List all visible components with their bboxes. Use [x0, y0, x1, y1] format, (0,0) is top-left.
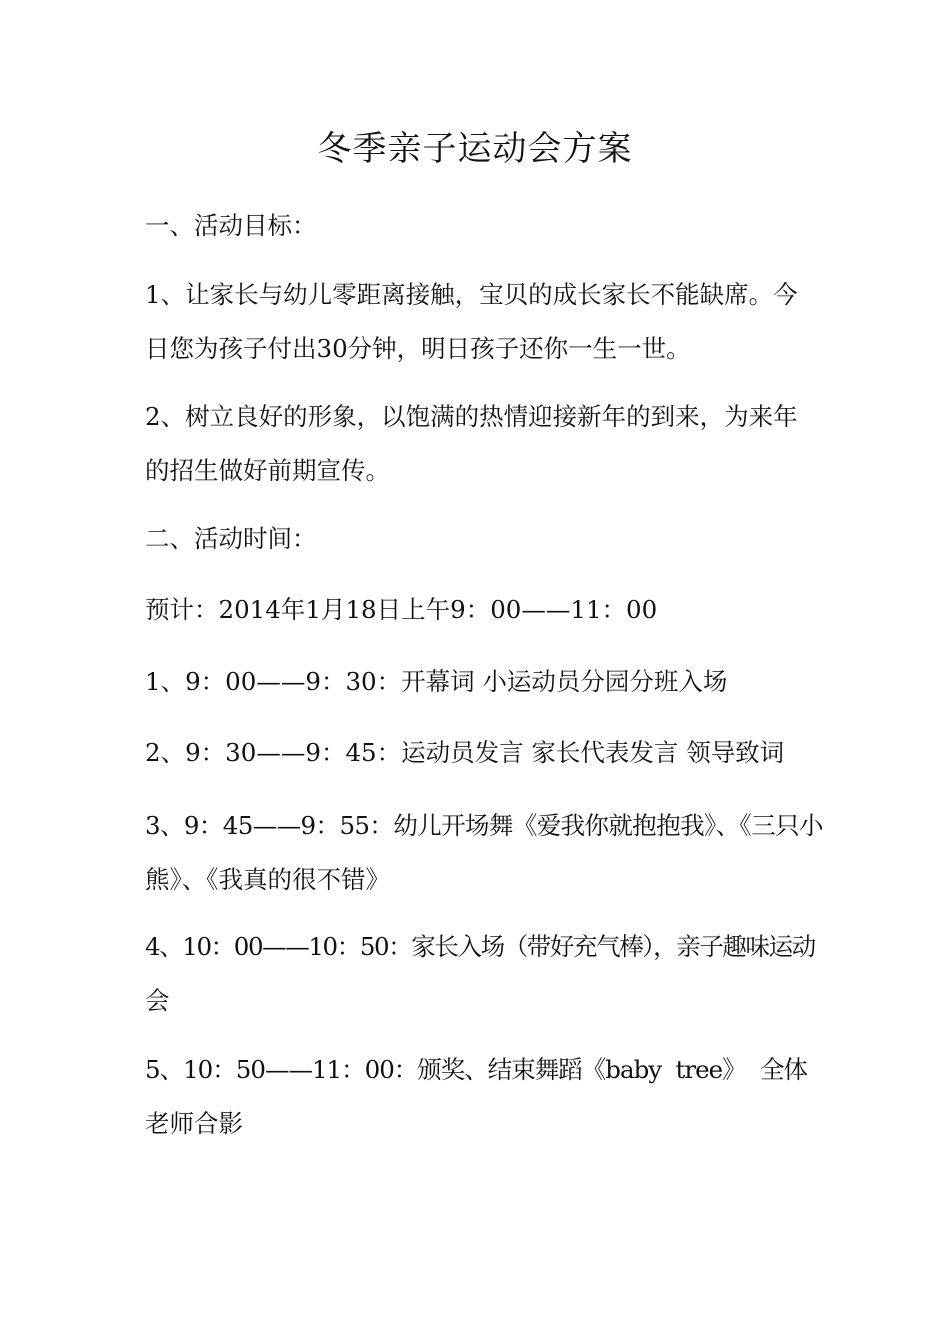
schedule-item-5-line-1 [145, 1043, 807, 1097]
goal-item-2 [145, 390, 807, 498]
document-title: 冬季亲子运动会方案 [317, 129, 633, 169]
schedule-item-5-line-2: 老师合影 [145, 1109, 243, 1138]
schedule-item-5-part-c: 全体 [759, 1055, 807, 1084]
goal-item-1 [145, 268, 807, 376]
schedule-item-4-line-2: 会 [145, 986, 170, 1015]
goal-item-1-line-2: 日您为孩子付出30分钟，明日孩子还你一生一世。 [145, 334, 691, 363]
schedule-item-1: 1、9：00——9：30：开幕词 小运动员分园分班入场 [145, 667, 728, 696]
schedule-item-3-line-1: 3、9：45——9：55：幼儿开场舞《爱我你就抱抱我》、《三只小 [145, 811, 823, 840]
section-heading-goals: 一、活动目标： [145, 211, 317, 240]
goal-item-2-line-1: 2、树立良好的形象，以饱满的热情迎接新年的到来，为来年 [145, 402, 798, 431]
schedule-item-3-line-2: 熊》、《我真的很不错》 [145, 865, 390, 894]
schedule-item-5-part-b: tree》 [675, 1055, 746, 1084]
schedule-estimate: 预计：2014年1月18日上午9：00——11：00 [145, 595, 658, 624]
schedule-item-4-line-1: 4、10：00——10：50：家长入场（带好充气棒），亲子趣味运动 [145, 932, 815, 961]
section-heading-time: 二、活动时间： [145, 524, 317, 553]
goal-item-2-line-2: 的招生做好前期宣传。 [145, 456, 390, 485]
schedule-item-5 [145, 1043, 807, 1151]
schedule-item-5-part-a: 5、10：50——11：00：颁奖、结束舞蹈《baby [145, 1055, 662, 1084]
schedule-item-2: 2、9：30——9：45：运动员发言 家长代表发言 领导致词 [145, 738, 785, 767]
goal-item-1-line-1: 1、让家长与幼儿零距离接触，宝贝的成长家长不能缺席。今 [145, 280, 798, 309]
schedule-item-4 [145, 920, 815, 1028]
schedule-item-3 [145, 799, 823, 907]
